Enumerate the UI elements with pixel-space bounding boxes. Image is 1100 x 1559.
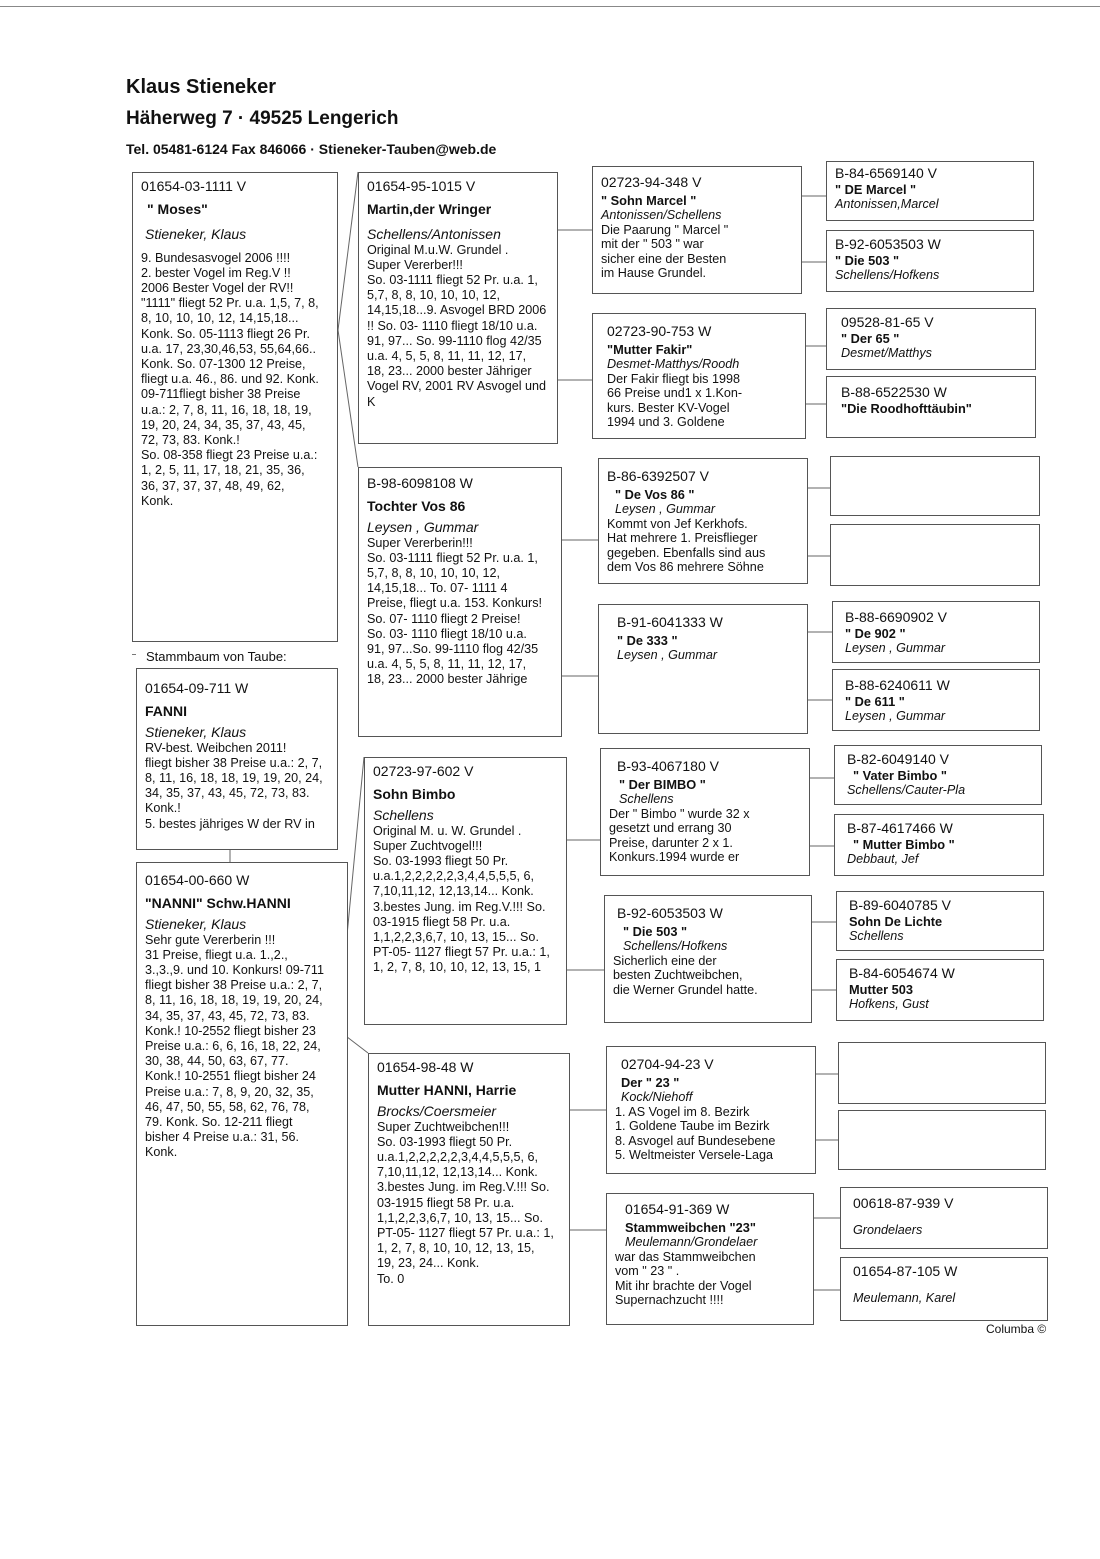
great-grandparent-breeder: Grondelaers — [853, 1222, 923, 1237]
great-grandparent-name: " Der 65 " — [841, 330, 900, 346]
great-grandparent-ring-number: 09528-81-65 V — [841, 314, 934, 330]
great-grandparent-ring-number: B-88-6240611 W — [845, 677, 950, 693]
pedigree-dam-card — [136, 862, 348, 1326]
great-grandparent-ring-number: B-88-6690902 V — [845, 609, 947, 625]
grandparent-description: war das Stammweibchen vom " 23 " . Mit ihr brachte der Vogel Supernachzucht !!!! — [615, 1249, 756, 1307]
breeder-name: Klaus Stieneker — [126, 76, 277, 98]
parent-description: Original M. u. W. Grundel . Super Zuchtvogel!!! So. 03-1993 fliegt 50 Pr. u.a.1,2,2,2,2,2,3,4,4,5,5,5, 6, 7,10,11,12, 12,13,14... Konk. 3.bestes Jung. im Reg.V.!!! So. 03-1915 fliegt 58 Pr. u.a. 1,1,2,2,3,6,7, 10, 13, 15... So. PT-05- 1127 fliegt 57 Pr. u.a.: 1, 1, 2, 7, 8, 10, 10, 12, 13, 15, 1 — [373, 823, 550, 975]
sibling-card-fanni — [136, 668, 338, 850]
grandparent-breeder: Antonissen/Schellens — [601, 208, 722, 222]
grandparent-breeder: Kock/Niehoff — [621, 1090, 693, 1104]
grandparent-name: " Der BIMBO " — [619, 776, 706, 792]
nanni-ring-number: 01654-00-660 W — [145, 872, 250, 888]
copyright-footer: Columba © — [986, 1322, 1047, 1336]
grandparent-card-8 — [606, 1193, 814, 1325]
grandparent-breeder: Leysen , Gummar — [617, 648, 718, 662]
great-grandparent-breeder: Schellens — [849, 929, 904, 943]
parent-name: Martin,der Wringer — [367, 201, 492, 218]
parent-card-1 — [358, 172, 558, 444]
great-grandparent-card-13 — [838, 1042, 1046, 1104]
great-grandparent-breeder: Leysen , Gummar — [845, 709, 946, 723]
grandparent-breeder: Meulemann/Grondelaer — [625, 1235, 758, 1249]
parent-description: Super Vererberin!!! So. 03-1111 fliegt 52 Pr. u.a. 1, 5,7, 8, 8, 10, 10, 10, 12, 14,15,18... To. 07- 1111 4 Preise, fliegt u.a. 153. Konkurs! So. 07- 1110 fliegt 2 Preise! So. 03- 1110 fliegt 18/10 u.a. 91, 97...So. 99-1110 flog 42/35 u.a. 4, 5, 5, 8, 11, 11, 12, 17, 18, 23... 2000 bester Jährige — [367, 535, 543, 687]
great-grandparent-name: " Die 503 " — [835, 252, 900, 268]
great-grandparent-name: Sohn De Lichte — [849, 913, 943, 929]
great-grandparent-breeder: Debbaut, Jef — [847, 852, 919, 866]
grandparent-description: Kommt von Jef Kerkhofs. Hat mehrere 1. Preisflieger gegeben. Ebenfalls sind aus dem Vos 86 mehrere Söhne — [607, 516, 766, 574]
great-grandparent-card-15 — [840, 1187, 1048, 1249]
grandparent-description: Sicherlich eine der besten Zuchtweibchen, die Werner Grundel hatte. — [613, 953, 758, 997]
parent-breeder: Schellens — [373, 807, 434, 824]
grandparent-description: 1. AS Vogel im 8. Bezirk 1. Goldene Taube im Bezirk 8. Asvogel auf Bundesebene 5. Weltmeister Versele-Laga — [615, 1104, 776, 1162]
great-grandparent-card-2 — [826, 230, 1034, 292]
great-grandparent-card-12 — [836, 959, 1044, 1021]
subject-ring-number: 01654-03-1111 V — [141, 178, 247, 194]
grandparent-ring-number: 01654-91-369 W — [625, 1201, 730, 1217]
great-grandparent-ring-number: B-84-6054674 W — [849, 965, 955, 981]
grandparent-breeder: Leysen , Gummar — [615, 502, 716, 516]
grandparent-name: Stammweibchen "23" — [625, 1219, 756, 1235]
grandparent-name: "Mutter Fakir" — [607, 341, 693, 357]
parent-description: Super Zuchtweibchen!!! So. 03-1993 fliegt 50 Pr. u.a.1,2,2,2,2,2,3,4,4,5,5,5, 6, 7,10,11,12, 12,13,14... Konk. 3.bestes Jung. im Reg.V.!!! So. 03-1915 fliegt 58 Pr. u.a. 1,1,2,2,3,6,7, 10, 13, 15... So. PT-05- 1127 fliegt 57 Pr. u.a.: 1, 1, 2, 7, 8, 10, 10, 12, 13, 15, 19, 23, 24... Konk. To. 0 — [377, 1119, 554, 1286]
breeder-address: Häherweg 7 · 49525 Lengerich — [126, 108, 399, 129]
parent-name: Tochter Vos 86 — [367, 498, 466, 515]
great-grandparent-ring-number: B-87-4617466 W — [847, 820, 953, 836]
grandparent-ring-number: 02704-94-23 V — [621, 1056, 714, 1072]
great-grandparent-card-7 — [832, 601, 1040, 663]
great-grandparent-breeder: Desmet/Matthys — [841, 346, 932, 360]
great-grandparent-name: "Die Roodhofttäubin" — [841, 400, 972, 416]
great-grandparent-card-6 — [830, 524, 1040, 586]
great-grandparent-card-4 — [826, 376, 1036, 438]
grandparent-card-5 — [600, 748, 810, 876]
grandparent-name: " Sohn Marcel " — [601, 192, 697, 208]
great-grandparent-breeder: Hofkens, Gust — [849, 997, 929, 1011]
parent-card-4 — [368, 1053, 570, 1326]
great-grandparent-card-11 — [836, 891, 1044, 951]
great-grandparent-breeder: Meulemann, Karel — [853, 1290, 956, 1305]
stammbaum-label: Stammbaum von Taube: — [136, 649, 348, 664]
grandparent-card-6 — [604, 895, 812, 1023]
grandparent-ring-number: B-91-6041333 W — [617, 614, 723, 630]
great-grandparent-ring-number: B-89-6040785 V — [849, 897, 951, 913]
grandparent-name: Der " 23 " — [621, 1074, 680, 1090]
great-grandparent-breeder: Antonissen,Marcel — [835, 197, 939, 211]
great-grandparent-ring-number: B-84-6569140 V — [835, 165, 937, 181]
grandparent-card-4 — [598, 604, 808, 734]
nanni-description: Sehr gute Vererberin !!! 31 Preise, fliegt u.a. 1.,2., 3.,3.,9. und 10. Konkurs! 09-711 fliegt bisher 38 Preise u.a.: 2, 7, 8, 11, 16, 18, 18, 19, 19, 20, 24, 34, 35, 37, 43, 45, 72, 73, 83. Konk.! 10-2552 fliegt bisher 23 Preise u.a.: 6, 6, 16, 18, 22, 24, 30, 38, 44, 50, 63, 67, 77. Konk.! 10-2551 fliegt bisher 24 Preise u.a.: 7, 8, 9, 20, 32, 35, 46, 47, 50, 55, 58, 62, 76, 78, 79. Konk. So. 12-211 fliegt bisher 4 Preise u.a.: 31, 56. Konk. — [145, 932, 324, 1160]
grandparent-ring-number: 02723-90-753 W — [607, 323, 712, 339]
great-grandparent-card-5 — [830, 456, 1040, 516]
parent-name: Sohn Bimbo — [373, 786, 456, 803]
grandparent-name: " Die 503 " — [623, 923, 688, 939]
parent-ring-number: 01654-98-48 W — [377, 1059, 474, 1075]
grandparent-description: Der " Bimbo " wurde 32 x gesetzt und errang 30 Preise, darunter 2 x 1. Konkurs.1994 wurde er — [609, 806, 750, 864]
subject-breeder: Stieneker, Klaus — [145, 226, 247, 243]
fanni-description: RV-best. Weibchen 2011! fliegt bisher 38 Preise u.a.: 2, 7, 8, 11, 16, 18, 18, 19, 19, 20, 24, 34, 35, 37, 43, 45, 72, 73, 83. Konk.! 5. bestes jähriges W der RV in — [145, 740, 323, 831]
great-grandparent-name: Mutter 503 — [849, 981, 914, 997]
great-grandparent-card-8 — [832, 669, 1040, 731]
grandparent-name: " De 333 " — [617, 632, 678, 648]
subject-description: 9. Bundesasvogel 2006 !!!! 2. bester Vogel im Reg.V !! 2006 Bester Vogel der RV!! "1111" fliegt 52 Pr. u.a. 1,5, 7, 8, 8, 10, 10, 10, 12, 14,15,18... Konk. So. 05-1113 fliegt 26 Pr. u.a. 17, 23,30,46,53, 55,64,66.. Konk. So. 07-1300 12 Preise, fliegt u.a. 46., 86. und 92. Konk. 09-711fliegt bisher 38 Preise u.a.: 2, 7, 8, 11, 16, 18, 18, 19, 19, 20, 24, 34, 35, 37, 43, 45, 72, 73, 83. Konk.! So. 08-358 fliegt 23 Preise u.a.: 1, 2, 5, 11, 17, 18, 21, 35, 36, 36, 37, 37, 37, 48, 49, 62, Konk. — [141, 250, 319, 508]
great-grandparent-ring-number: B-92-6053503 W — [835, 236, 941, 252]
grandparent-description: Die Paarung " Marcel " mit der " 503 " war sicher eine der Besten im Hause Grundel. — [601, 222, 729, 280]
grandparent-card-7 — [606, 1046, 816, 1174]
parent-breeder: Brocks/Coersmeier — [377, 1103, 497, 1120]
parent-ring-number: 01654-95-1015 V — [367, 178, 476, 194]
parent-breeder: Leysen , Gummar — [367, 519, 479, 536]
grandparent-card-2 — [592, 313, 806, 439]
parent-card-3 — [364, 757, 567, 1025]
grandparent-ring-number: 02723-94-348 V — [601, 174, 702, 190]
great-grandparent-ring-number: B-88-6522530 W — [841, 384, 947, 400]
grandparent-ring-number: B-93-4067180 V — [617, 758, 719, 774]
grandparent-breeder: Schellens/Hofkens — [623, 939, 728, 953]
great-grandparent-ring-number: 01654-87-105 W — [853, 1263, 958, 1279]
great-grandparent-card-3 — [826, 308, 1036, 370]
subject-name: " Moses" — [147, 201, 208, 218]
nanni-name: "NANNI" Schw.HANNI — [145, 895, 291, 912]
pedigree-subject-card — [132, 172, 338, 642]
parent-card-2 — [358, 467, 562, 737]
great-grandparent-card-9 — [834, 745, 1042, 805]
grandparent-name: " De Vos 86 " — [615, 486, 695, 502]
grandparent-breeder: Desmet-Matthys/Roodh — [607, 357, 740, 371]
great-grandparent-card-1 — [826, 161, 1034, 221]
grandparent-ring-number: B-86-6392507 V — [607, 468, 709, 484]
great-grandparent-ring-number: 00618-87-939 V — [853, 1195, 954, 1211]
great-grandparent-name: " Mutter Bimbo " — [853, 836, 955, 852]
grandparent-ring-number: B-92-6053503 W — [617, 905, 723, 921]
great-grandparent-card-16 — [840, 1257, 1048, 1321]
great-grandparent-breeder: Schellens/Hofkens — [835, 268, 940, 282]
grandparent-description: Der Fakir fliegt bis 1998 66 Preise und1 x 1.Kon- kurs. Bester KV-Vogel 1994 und 3. Goldene — [607, 371, 743, 429]
great-grandparent-name: " De 611 " — [845, 693, 905, 709]
grandparent-breeder: Schellens — [619, 792, 674, 806]
great-grandparent-breeder: Schellens/Cauter-Pla — [847, 783, 966, 797]
grandparent-card-1 — [592, 166, 802, 294]
great-grandparent-name: " Vater Bimbo " — [853, 767, 947, 783]
fanni-breeder: Stieneker, Klaus — [145, 724, 247, 741]
parent-ring-number: B-98-6098108 W — [367, 475, 473, 491]
great-grandparent-name: " De 902 " — [845, 625, 906, 641]
breeder-contact: Tel. 05481-6124 Fax 846066 · Stieneker-Tauben@web.de — [126, 141, 497, 157]
fanni-ring-number: 01654-09-711 W — [145, 680, 249, 696]
parent-description: Original M.u.W. Grundel . Super Vererber!!! So. 03-1111 fliegt 52 Pr. u.a. 1, 5,7, 8, 8, 10, 10, 10, 12, 14,15,18...9. Asvogel BRD 2006 !! So. 03- 1110 fliegt 18/10 u.a. 91, 97... So. 99-1110 flog 42/35 u.a. 4, 5, 5, 8, 11, 11, 12, 17, 18, 23... 2000 bester Jähriger Vogel RV, 2001 RV Asvogel und K — [367, 242, 547, 409]
great-grandparent-card-10 — [834, 814, 1044, 876]
great-grandparent-breeder: Leysen , Gummar — [845, 641, 946, 655]
parent-name: Mutter HANNI, Harrie — [377, 1082, 517, 1099]
great-grandparent-name: " DE Marcel " — [835, 181, 917, 197]
great-grandparent-ring-number: B-82-6049140 V — [847, 751, 949, 767]
nanni-breeder: Stieneker, Klaus — [145, 916, 247, 933]
parent-breeder: Schellens/Antonissen — [367, 226, 501, 243]
great-grandparent-card-14 — [838, 1110, 1046, 1170]
fanni-name: FANNI — [145, 703, 187, 720]
parent-ring-number: 02723-97-602 V — [373, 763, 474, 779]
grandparent-card-3 — [598, 458, 808, 584]
